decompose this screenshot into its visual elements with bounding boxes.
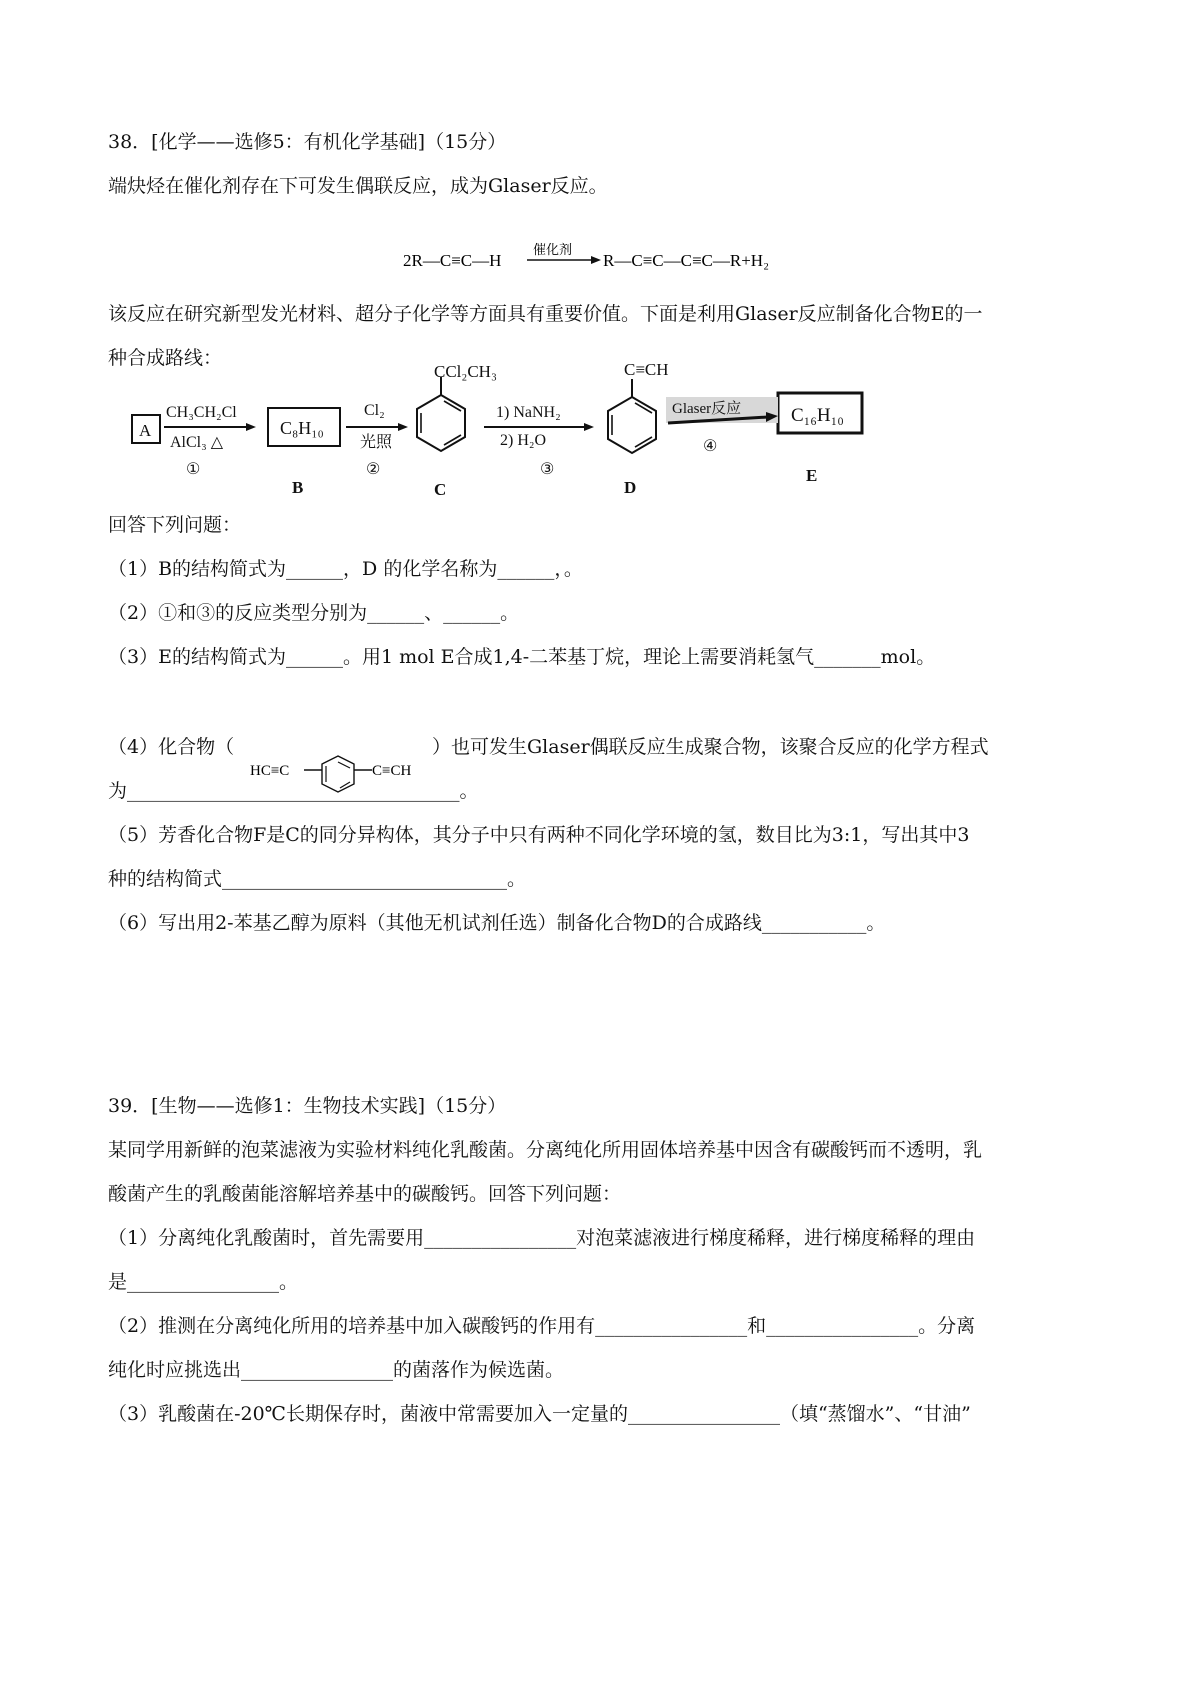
equation-catalyst: 催化剂 [533, 242, 573, 257]
equation-left: 2R—C≡C—H [403, 251, 502, 270]
step3-number: ③ [540, 461, 555, 478]
q38-question-1: （1）B的结构简式为______，D 的化学名称为______，。 [108, 558, 583, 580]
step2-reagent-bottom: 光照 [360, 434, 393, 451]
q38-intro: 端炔烃在催化剂存在下可发生偶联反应，成为Glaser反应。 [108, 175, 608, 197]
q38-question-6: （6）写出用2-苯基乙醇为原料（其他无机试剂任选）制备化合物D的合成路线___________。 [108, 912, 886, 934]
c-substituent: CCl₂CH₃ [434, 362, 497, 381]
mol4-left-group: HC≡C [250, 763, 290, 779]
q39-question-2-line1: （2）推测在分离纯化所用的培养基中加入碳酸钙的作用有________________和________________。分离 [108, 1315, 976, 1337]
step4-reagent-top: Glaser反应 [672, 401, 742, 417]
benzene-ring-c [417, 395, 465, 451]
q38-heading: 38．[化学——选修5：有机化学基础]（15分） [108, 131, 507, 153]
equation-arrowhead [591, 256, 601, 264]
d-substituent: C≡CH [624, 360, 669, 379]
formula-e: C₁₆H₁₀ [791, 405, 844, 426]
label-e: E [806, 466, 818, 485]
q39-question-1-line2: 是________________。 [108, 1271, 299, 1293]
step1-reagent-top: CH₃CH₂Cl [166, 404, 237, 421]
q38-question-4-prefix: （4）化合物（ [108, 736, 235, 758]
q38-question-4-suffix: ）也可发生Glaser偶联反应生成聚合物，该聚合反应的化学方程式 [432, 736, 989, 758]
equation-right: R—C≡C—C≡C—R+H₂ [603, 251, 769, 270]
label-d: D [624, 478, 637, 497]
q39-question-1-line1: （1）分离纯化乳酸菌时，首先需要用________________对泡菜滤液进行梯度稀释，进行梯度稀释的理由 [108, 1227, 976, 1249]
step3-reagent-top: 1) NaNH₂ [496, 404, 561, 421]
label-a: A [139, 421, 152, 440]
q38-question-5-line2: 种的结构简式______________________________。 [108, 868, 527, 890]
step1-number: ① [186, 461, 201, 478]
step2-number: ② [366, 461, 381, 478]
q39-intro-line1: 某同学用新鲜的泡菜滤液为实验材料纯化乳酸菌。分离纯化所用固体培养基中因含有碳酸钙而不透明，乳 [108, 1139, 983, 1161]
q38-question-3: （3）E的结构简式为______。用1 mol E合成1,4-二苯基丁烷，理论上需要消耗氢气_______mol。 [108, 646, 936, 668]
mol4-right-group: C≡CH [372, 763, 412, 779]
q38-question-2: （2）①和③的反应类型分别为______、______。 [108, 602, 520, 624]
synthesis-route [128, 360, 958, 545]
glaser-equation [403, 244, 823, 274]
q38-question-5-line1: （5）芳香化合物F是C的同分异构体，其分子中只有两种不同化学环境的氢，数目比为3:1，写出其中3 [108, 824, 970, 846]
q39-heading: 39．[生物——选修1：生物技术实践]（15分） [108, 1095, 507, 1117]
label-b: B [292, 478, 304, 497]
q39-intro-line2: 酸菌产生的乳酸菌能溶解培养基中的碳酸钙。回答下列问题： [108, 1183, 622, 1205]
q38-answer-prompt: 回答下列问题： [108, 514, 242, 536]
step4-number: ④ [703, 438, 718, 455]
q38-para-line2: 种合成路线： [108, 347, 223, 369]
q39-question-3-line1: （3）乳酸菌在-20℃长期保存时，菌液中常需要加入一定量的________________（填“蒸馏水”、“甘油” [108, 1403, 971, 1425]
q39-question-2-line2: 纯化时应挑选出________________的菌落作为候选菌。 [108, 1359, 565, 1381]
step2-reagent-top: Cl₂ [364, 402, 385, 419]
label-c: C [434, 480, 447, 499]
step3-reagent-bottom: 2) H₂O [500, 432, 547, 449]
q38-para-line1: 该反应在研究新型发光材料、超分子化学等方面具有重要价值。下面是利用Glaser反应制备化合物E的一 [108, 303, 983, 325]
benzene-ring-d [608, 397, 656, 453]
formula-b: C₈H₁₀ [280, 418, 324, 438]
q38-question-4-line2: 为___________________________________。 [108, 780, 479, 802]
step1-reagent-bottom: AlCl₃ △ [170, 434, 223, 451]
